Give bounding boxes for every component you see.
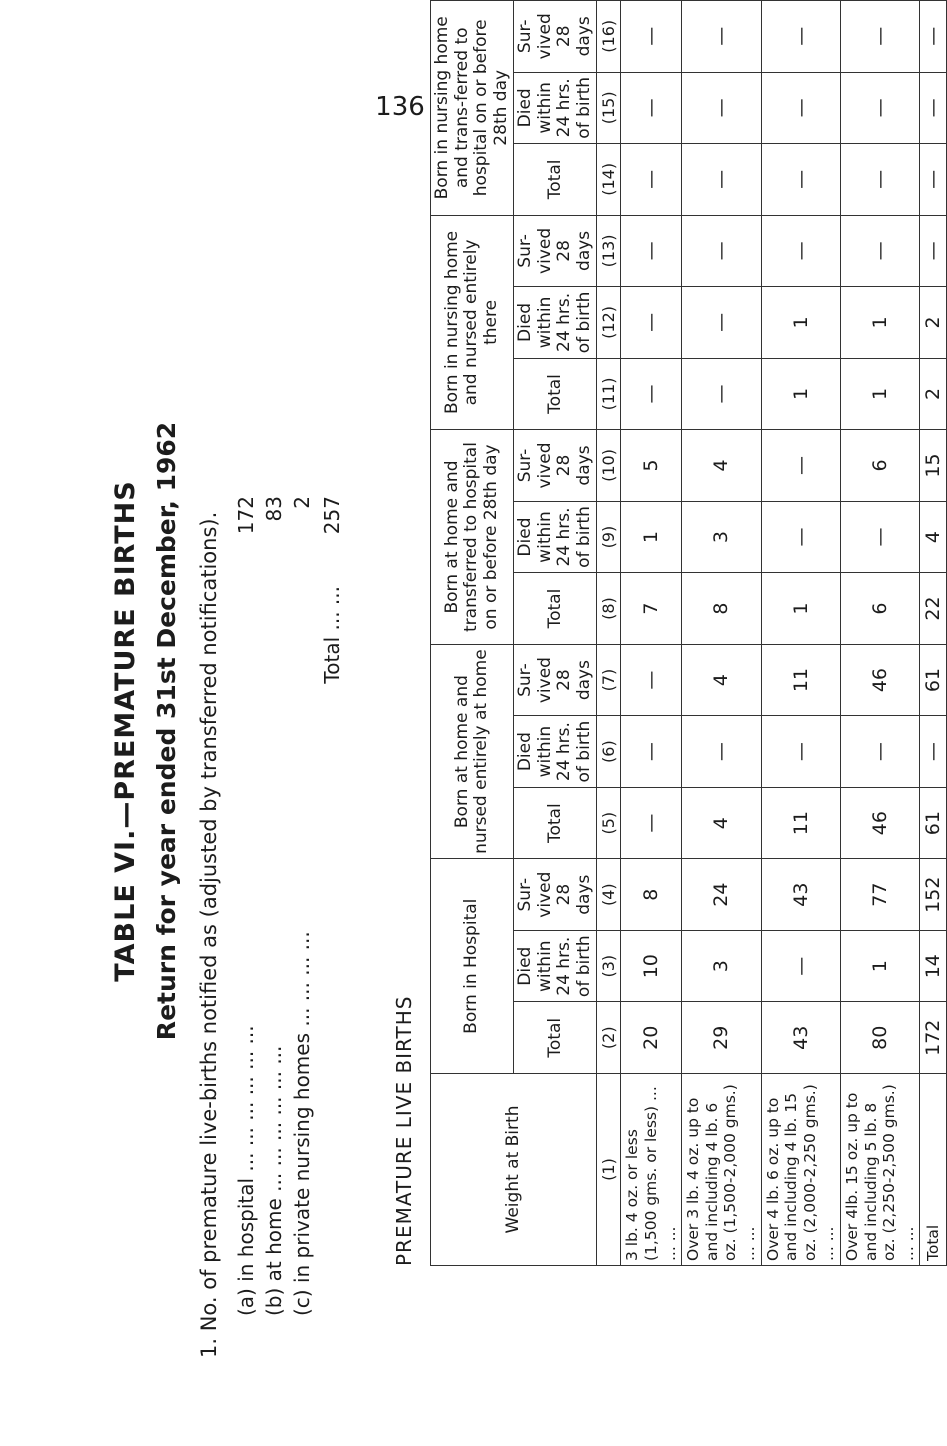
table-cell: — — [761, 430, 840, 502]
column-index: (14) — [597, 144, 621, 216]
notification-categories — [232, 496, 346, 1316]
category-row — [260, 496, 288, 1316]
table-cell: — — [621, 72, 682, 144]
table-cell: — — [621, 215, 682, 287]
premature-births-table — [430, 0, 947, 1266]
subhead-died: Died within 24 hrs. of birth — [514, 287, 597, 359]
table-cell: 1 — [840, 358, 919, 430]
table-cell: 61 — [920, 644, 947, 716]
table-cell: 2 — [920, 358, 947, 430]
table-cell: 77 — [840, 859, 919, 931]
table-cell: — — [920, 72, 947, 144]
table-title: TABLE VI.—PREMATURE BIRTHS — [110, 480, 141, 982]
weight-header: Weight at Birth — [431, 1074, 597, 1266]
subhead-died: Died within 24 hrs. of birth — [514, 930, 597, 1002]
table-cell: — — [761, 501, 840, 573]
table-cell: — — [682, 716, 761, 788]
table-cell: — — [761, 144, 840, 216]
table-cell: — — [621, 716, 682, 788]
table-cell: 7 — [621, 573, 682, 645]
category-value: 172 — [234, 496, 258, 535]
table-cell: 15 — [920, 430, 947, 502]
column-index: (8) — [597, 573, 621, 645]
subhead-died: Died within 24 hrs. of birth — [514, 72, 597, 144]
table-cell: 80 — [840, 1002, 919, 1074]
column-index: (9) — [597, 501, 621, 573]
subhead-survived: Sur-vived 28 days — [514, 430, 597, 502]
table-cell: 43 — [761, 859, 840, 931]
intro-line: 1. No. of premature live-births notified as (adjusted by transferred notifications). — [197, 511, 221, 1358]
table-cell: 172 — [920, 1002, 947, 1074]
column-index: (12) — [597, 287, 621, 359]
category-total-value: 257 — [320, 496, 344, 535]
table-cell: 22 — [920, 573, 947, 645]
weight-class-label: Total — [920, 1074, 947, 1266]
column-index: (1) — [597, 1074, 621, 1266]
column-index-row — [597, 1, 621, 1266]
table-cell: 152 — [920, 859, 947, 931]
table-cell: — — [920, 1, 947, 73]
group-header-row — [431, 1, 514, 1266]
table-cell: — — [840, 1, 919, 73]
group-header-home-nursed: Born at home and nursed entirely at home — [431, 644, 514, 859]
category-row — [288, 496, 316, 1316]
table-cell: — — [621, 358, 682, 430]
table-cell: — — [621, 787, 682, 859]
table-cell: — — [840, 72, 919, 144]
table-cell: — — [621, 287, 682, 359]
table-cell: 1 — [761, 287, 840, 359]
table-cell: 4 — [682, 644, 761, 716]
category-value: 2 — [290, 496, 314, 509]
section-title: PREMATURE LIVE BIRTHS — [392, 995, 416, 1266]
table-cell: — — [920, 215, 947, 287]
table-cell: — — [621, 1, 682, 73]
table-cell: 14 — [920, 930, 947, 1002]
subhead-survived: Sur-vived 28 days — [514, 859, 597, 931]
table-subtitle: Return for year ended 31st December, 1962 — [152, 421, 181, 1041]
table-cell: 20 — [621, 1002, 682, 1074]
table-cell: 1 — [621, 501, 682, 573]
column-index: (3) — [597, 930, 621, 1002]
table-cell: — — [840, 144, 919, 216]
subhead-survived: Sur-vived 28 days — [514, 1, 597, 73]
subhead-total: Total — [514, 787, 597, 859]
table-cell: 6 — [840, 430, 919, 502]
group-header-nursing-home-transferred: Born in nursing home and trans-ferred to hospital on or before 28th day — [431, 1, 514, 216]
table-cell: — — [920, 144, 947, 216]
table-cell: 4 — [682, 787, 761, 859]
table-row — [840, 1, 919, 1266]
column-index: (16) — [597, 1, 621, 73]
group-header-hospital: Born in Hospital — [431, 859, 514, 1074]
table-cell: — — [840, 501, 919, 573]
subhead-survived: Sur-vived 28 days — [514, 215, 597, 287]
subhead-survived: Sur-vived 28 days — [514, 644, 597, 716]
category-row — [232, 496, 260, 1316]
table-cell: — — [761, 930, 840, 1002]
weight-class-label: 3 lb. 4 oz. or less (1,500 gms. or less) ... ... ... — [621, 1074, 682, 1266]
table-cell: — — [682, 358, 761, 430]
table-body — [621, 1, 947, 1266]
category-value: 83 — [262, 496, 286, 522]
group-header-nursing-home: Born in nursing home and nursed entirely there — [431, 215, 514, 430]
table-cell: — — [761, 716, 840, 788]
table-cell: 10 — [621, 930, 682, 1002]
category-total-label: Total ... ... — [320, 586, 344, 684]
table-cell: 4 — [682, 430, 761, 502]
table-cell: — — [621, 644, 682, 716]
column-index: (5) — [597, 787, 621, 859]
table-cell: 1 — [840, 930, 919, 1002]
table-cell: — — [761, 1, 840, 73]
table-cell: 2 — [920, 287, 947, 359]
group-header-home-transferred: Born at home and transferred to hospital on or before 28th day — [431, 430, 514, 645]
table-cell: 46 — [840, 787, 919, 859]
subhead-died: Died within 24 hrs. of birth — [514, 501, 597, 573]
table-cell: — — [682, 72, 761, 144]
column-index: (7) — [597, 644, 621, 716]
category-label: (a) in hospital ... ... ... ... ... ... — [234, 1025, 258, 1316]
weight-class-label: Over 3 lb. 4 oz. up to and including 4 lb. 6 oz. (1,500-2,000 gms.) ... ... — [682, 1074, 761, 1266]
table-cell: 3 — [682, 501, 761, 573]
column-index: (4) — [597, 859, 621, 931]
category-total-row — [318, 496, 346, 1316]
subhead-died: Died within 24 hrs. of birth — [514, 716, 597, 788]
table-cell: 29 — [682, 1002, 761, 1074]
table-cell: 8 — [682, 573, 761, 645]
table-cell: 11 — [761, 787, 840, 859]
weight-class-label: Over 4lb. 15 oz. up to and including 5 lb. 8 oz. (2,250-2,500 gms.) ... ... — [840, 1074, 919, 1266]
subhead-total: Total — [514, 1002, 597, 1074]
column-index: (15) — [597, 72, 621, 144]
table-row — [682, 1, 761, 1266]
table-cell: — — [761, 72, 840, 144]
table-cell: 3 — [682, 930, 761, 1002]
table-cell: 46 — [840, 644, 919, 716]
weight-class-label: Over 4 lb. 6 oz. up to and including 4 lb. 15 oz. (2,000-2,250 gms.) ... ... — [761, 1074, 840, 1266]
table-cell: — — [682, 287, 761, 359]
table-cell: 4 — [920, 501, 947, 573]
table-cell: 5 — [621, 430, 682, 502]
category-label: (b) at home ... ... ... ... ... ... — [262, 1045, 286, 1316]
table-row — [621, 1, 682, 1266]
table-cell: 11 — [761, 644, 840, 716]
column-index: (2) — [597, 1002, 621, 1074]
column-index: (10) — [597, 430, 621, 502]
table-cell: 61 — [920, 787, 947, 859]
table-cell: — — [920, 716, 947, 788]
table-cell: 24 — [682, 859, 761, 931]
table-cell: — — [761, 215, 840, 287]
column-index: (6) — [597, 716, 621, 788]
subhead-total: Total — [514, 358, 597, 430]
subhead-total: Total — [514, 144, 597, 216]
table-total-row — [920, 1, 947, 1266]
table-cell: 8 — [621, 859, 682, 931]
subhead-total: Total — [514, 573, 597, 645]
table-row — [761, 1, 840, 1266]
category-label: (c) in private nursing homes ... ... ... ... — [290, 931, 314, 1316]
table-cell: 6 — [840, 573, 919, 645]
table-cell: — — [682, 1, 761, 73]
page-number: 136 — [375, 92, 425, 122]
table-cell: — — [682, 144, 761, 216]
table-cell: — — [621, 144, 682, 216]
table-cell: — — [840, 215, 919, 287]
table-cell: 43 — [761, 1002, 840, 1074]
table-cell: 1 — [761, 358, 840, 430]
table-cell: — — [840, 716, 919, 788]
table-cell: — — [682, 215, 761, 287]
column-index: (11) — [597, 358, 621, 430]
column-index: (13) — [597, 215, 621, 287]
table-cell: 1 — [761, 573, 840, 645]
table-cell: 1 — [840, 287, 919, 359]
